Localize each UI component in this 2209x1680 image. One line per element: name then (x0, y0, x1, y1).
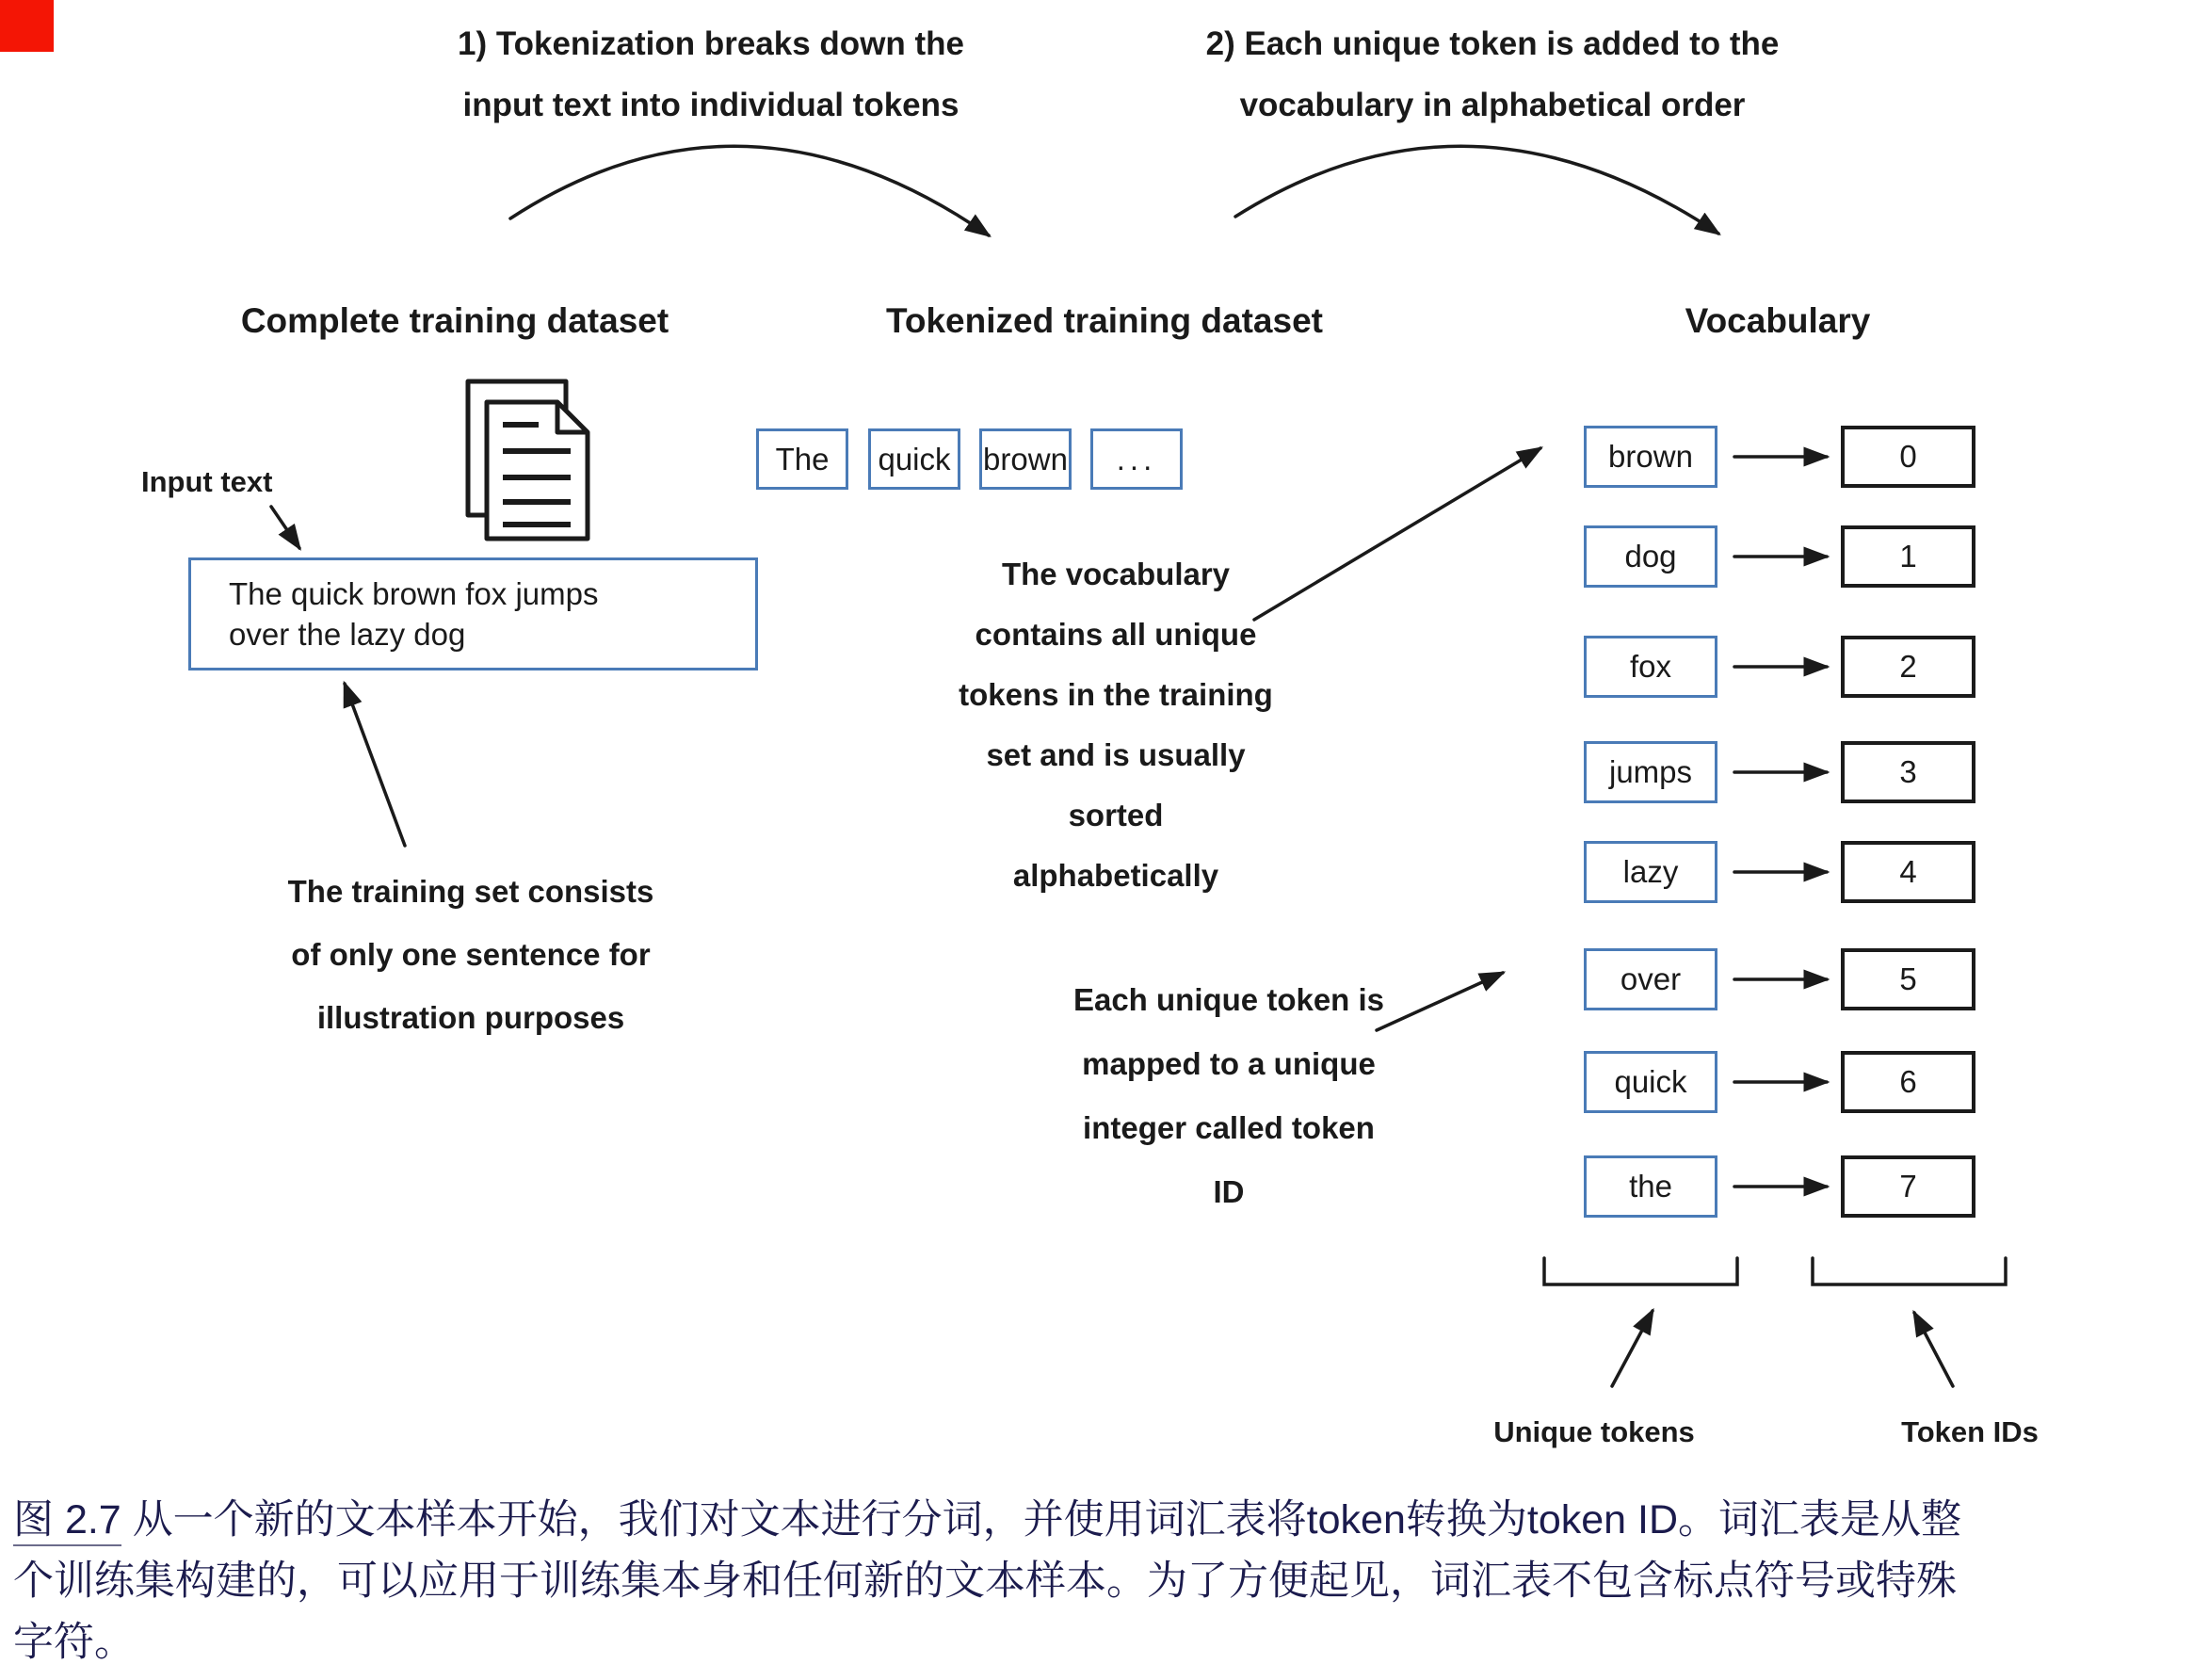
token-id-note-line2: mapped to a unique (1082, 1046, 1376, 1081)
red-corner-marker (0, 0, 54, 52)
vocabulary-note-line1: The vocabulary (1001, 557, 1231, 591)
vocab-id-3: 3 (1841, 741, 1975, 803)
vocab-note-arrow (1254, 448, 1540, 620)
token-ids-bracket (1813, 1258, 2006, 1284)
header-tokenized-training-dataset: Tokenized training dataset (886, 301, 1323, 340)
id-note-arrow (1377, 973, 1503, 1030)
vocabulary-note-line2: contains all unique (975, 617, 1257, 652)
vocab-id-2: 2 (1841, 636, 1975, 698)
caption-line1-text: 从一个新的文本样本开始，我们对文本进行分词，并使用词汇表将token转换为token ID。词汇表是从整 (121, 1497, 1962, 1543)
training-note-arrow (345, 684, 405, 846)
token-ids-label: Token IDs (1901, 1415, 2039, 1448)
vocab-token-the: the (1584, 1155, 1717, 1218)
tokenization-arc-arrow (510, 146, 989, 235)
input-text-box (188, 557, 758, 670)
unique-tokens-bracket (1544, 1258, 1737, 1284)
step1-line1: 1) Tokenization breaks down the (457, 25, 965, 62)
vocab-token-fox: fox (1584, 636, 1717, 698)
vocab-token-quick: quick (1584, 1051, 1717, 1113)
token-chip-the: The (756, 428, 848, 490)
vocabulary-note-line3: tokens in the training (959, 677, 1273, 712)
header-vocabulary: Vocabulary (1685, 301, 1871, 340)
caption-line3: 字符。 (13, 1620, 135, 1665)
caption-line2: 个训练集构建的，可以应用于训练集本身和任何新的文本样本。为了方便起见，词汇表不包含标点符号或特殊 (13, 1559, 1957, 1604)
vocab-token-over: over (1584, 948, 1717, 1010)
vocab-id-7: 7 (1841, 1155, 1975, 1218)
input-text-label: Input text (141, 465, 273, 498)
step2-line1: 2) Each unique token is added to the (1205, 25, 1780, 62)
token-id-note-line4: ID (1213, 1174, 1245, 1209)
input-text-line2: over the lazy dog (229, 617, 466, 652)
vocabulary-note-line6: alphabetically (1012, 858, 1219, 893)
unique-tokens-pointer-arrow (1612, 1311, 1653, 1386)
vocab-token-jumps: jumps (1584, 741, 1717, 803)
vocabulary-note (959, 544, 1273, 906)
unique-tokens-label: Unique tokens (1493, 1415, 1695, 1448)
token-id-note-line3: integer called token (1083, 1110, 1375, 1145)
vocab-id-5: 5 (1841, 948, 1975, 1010)
training-set-note (288, 860, 654, 1049)
vocabulary-note-line4: set and is usually (986, 737, 1246, 772)
vocab-id-4: 4 (1841, 841, 1975, 903)
figure-caption (13, 1490, 2198, 1673)
input-text-line1: The quick brown fox jumps (229, 576, 599, 611)
step2-line2: vocabulary in alphabetical order (1239, 87, 1746, 123)
vocabulary-arc-arrow (1235, 146, 1718, 234)
step1-annotation (458, 13, 964, 136)
vocab-token-dog: dog (1584, 525, 1717, 588)
training-set-note-line3: illustration purposes (316, 1000, 625, 1035)
vocab-token-brown: brown (1584, 426, 1717, 488)
vocabulary-note-line5: sorted (1068, 798, 1164, 832)
token-chip-brown: brown (979, 428, 1072, 490)
token-chip-ellipsis: ... (1090, 428, 1183, 490)
input-label-arrow (271, 507, 299, 548)
token-ids-pointer-arrow (1914, 1313, 1953, 1386)
caption-figure-number: 图 2.7 (13, 1497, 121, 1546)
header-complete-training-dataset: Complete training dataset (240, 301, 669, 340)
vocab-id-1: 1 (1841, 525, 1975, 588)
token-id-note (1073, 968, 1384, 1224)
training-set-note-line1: The training set consists (287, 874, 654, 909)
step2-annotation (1206, 13, 1780, 136)
token-chip-quick: quick (868, 428, 960, 490)
step1-line2: input text into individual tokens (462, 87, 959, 123)
token-id-note-line1: Each unique token is (1072, 982, 1385, 1017)
training-set-note-line2: of only one sentence for (291, 937, 651, 972)
document-icon (468, 381, 588, 539)
vocab-id-0: 0 (1841, 426, 1975, 488)
vocab-id-6: 6 (1841, 1051, 1975, 1113)
vocab-token-lazy: lazy (1584, 841, 1717, 903)
caption-line1 (13, 1490, 2198, 1551)
